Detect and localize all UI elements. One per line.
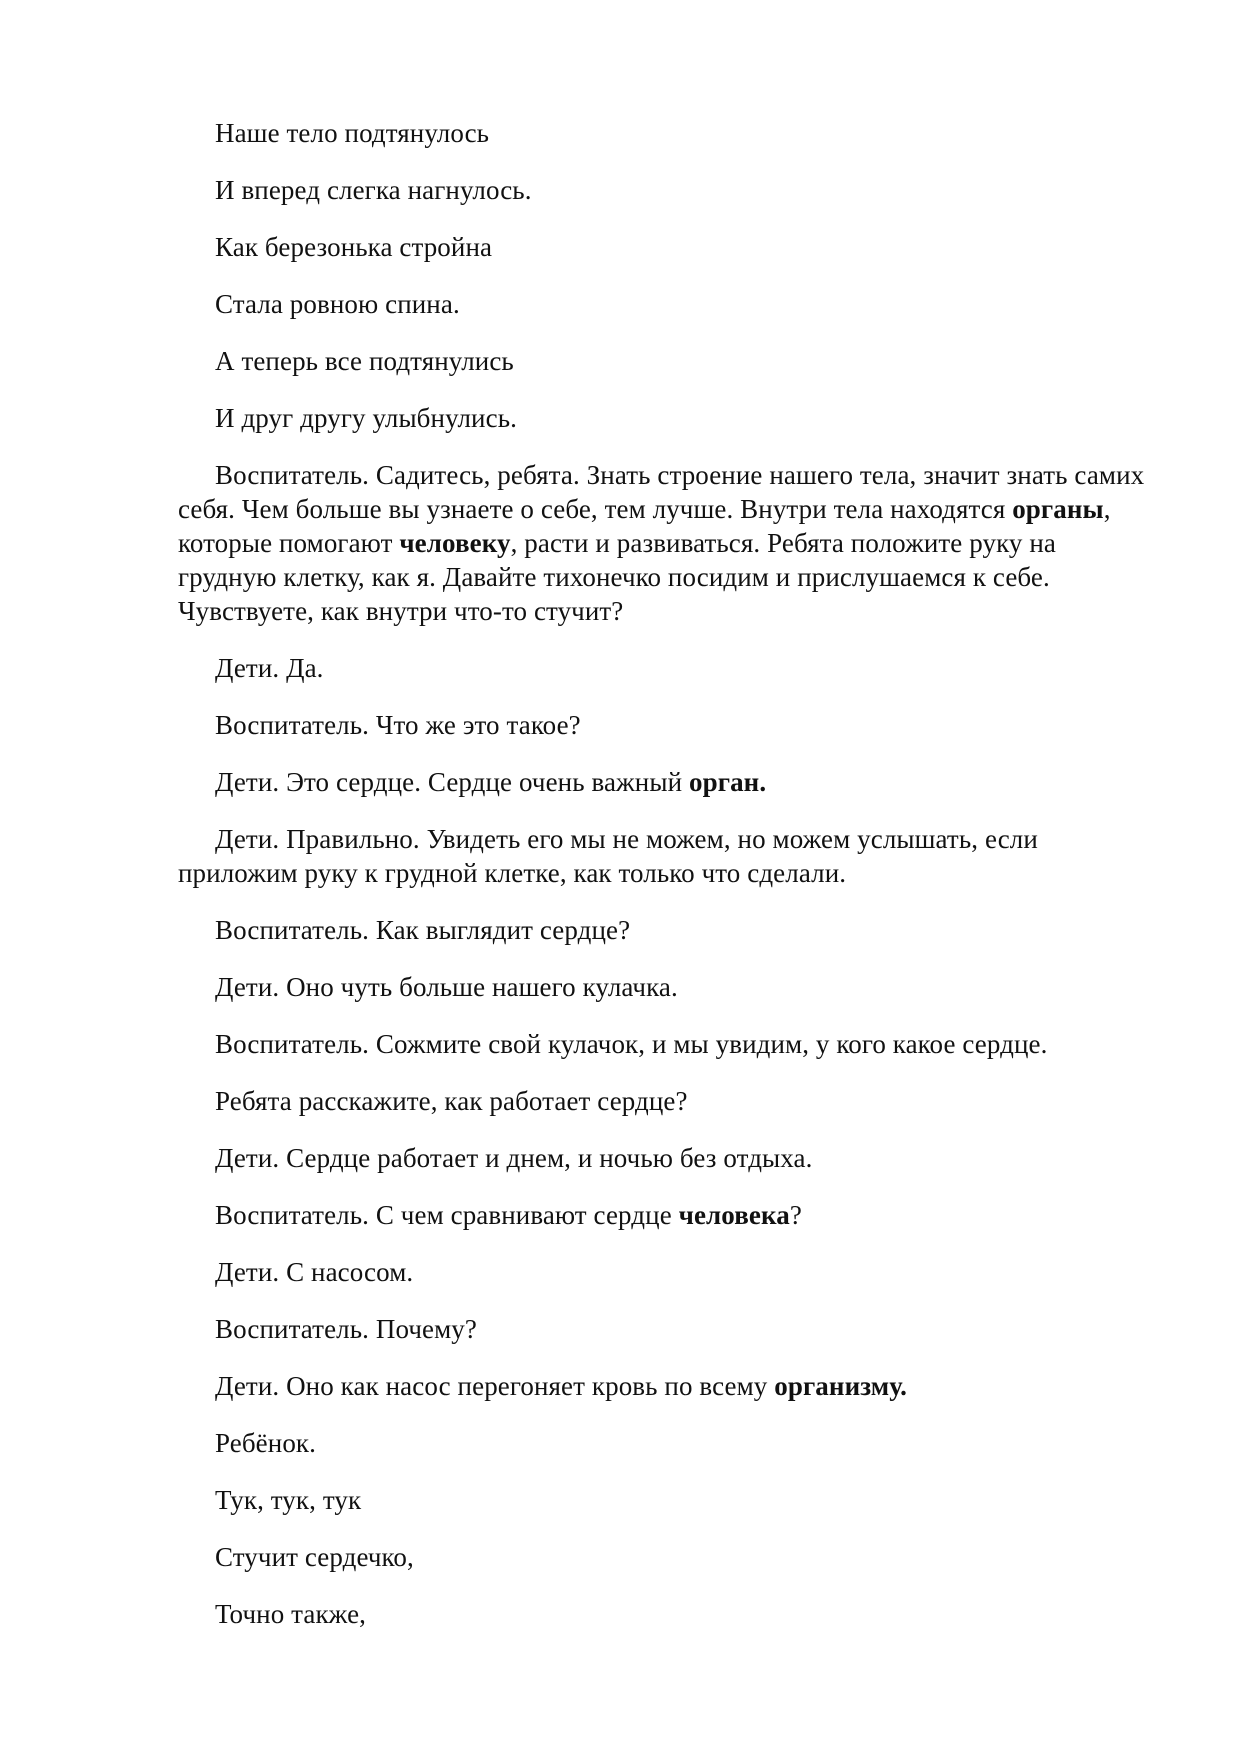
- document-body: [178, 116, 1154, 1654]
- text-run: ?: [789, 1200, 802, 1230]
- text-run: Как березонька стройна: [215, 232, 493, 262]
- text-run: Дети. С насосом.: [215, 1257, 414, 1287]
- text-run: Дети. Правильно. Увидеть его мы не можем, но можем услышать, если приложим руку к грудной клетке, как только что сделали.: [178, 824, 1038, 888]
- text-run: Стала ровною спина.: [215, 289, 460, 319]
- paragraph: [178, 1198, 1154, 1232]
- paragraph: [178, 1540, 1154, 1574]
- paragraph: [178, 651, 1154, 685]
- text-run: Воспитатель. Садитесь, ребята. Знать строение нашего тела, значит знать самих себя. Чем больше вы узнаете о себе, тем лучше. Внутри тела находятся: [178, 460, 1145, 524]
- paragraph: [178, 970, 1154, 1004]
- paragraph: [178, 1027, 1154, 1061]
- text-run: Дети. Да.: [215, 653, 324, 683]
- text-run: Дети. Оно чуть больше нашего кулачка.: [215, 972, 678, 1002]
- text-run: А теперь все подтянулись: [215, 346, 514, 376]
- paragraph: [178, 708, 1154, 742]
- paragraph: [178, 1084, 1154, 1118]
- text-run: Воспитатель. Что же это такое?: [215, 710, 581, 740]
- paragraph: [178, 1369, 1154, 1403]
- paragraph: [178, 230, 1154, 264]
- bold-text-run: человеку: [399, 528, 511, 558]
- paragraph: [178, 173, 1154, 207]
- bold-text-run: органы: [1012, 494, 1104, 524]
- paragraph: [178, 1255, 1154, 1289]
- paragraph: [178, 765, 1154, 799]
- paragraph: [178, 1312, 1154, 1346]
- text-run: И друг другу улыбнулись.: [215, 403, 517, 433]
- paragraph: [178, 401, 1154, 435]
- bold-text-run: человека: [678, 1200, 790, 1230]
- paragraph: [178, 344, 1154, 378]
- bold-text-run: организму.: [774, 1371, 908, 1401]
- paragraph: [178, 822, 1154, 890]
- text-run: Воспитатель. Сожмите свой кулачок, и мы увидим, у кого какое сердце.: [215, 1029, 1048, 1059]
- text-run: И вперед слегка нагнулось.: [215, 175, 532, 205]
- text-run: Воспитатель. Почему?: [215, 1314, 477, 1344]
- text-run: Воспитатель. С чем сравнивают сердце: [215, 1200, 679, 1230]
- text-run: Точно также,: [215, 1599, 367, 1629]
- text-run: Тук, тук, тук: [215, 1485, 362, 1515]
- paragraph: [178, 1483, 1154, 1517]
- paragraph: [178, 1141, 1154, 1175]
- text-run: Стучит сердечко,: [215, 1542, 414, 1572]
- text-run: Ребята расскажите, как работает сердце?: [215, 1086, 688, 1116]
- text-run: Дети. Сердце работает и днем, и ночью без отдыха.: [215, 1143, 813, 1173]
- paragraph: [178, 1426, 1154, 1460]
- paragraph: [178, 116, 1154, 150]
- text-run: Воспитатель. Как выглядит сердце?: [215, 915, 631, 945]
- text-run: Ребёнок.: [215, 1428, 316, 1458]
- bold-text-run: орган.: [689, 767, 767, 797]
- paragraph: [178, 1597, 1154, 1631]
- text-run: Дети. Это сердце. Сердце очень важный: [215, 767, 689, 797]
- text-run: Дети. Оно как насос перегоняет кровь по всему: [215, 1371, 775, 1401]
- paragraph: [178, 913, 1154, 947]
- paragraph: [178, 287, 1154, 321]
- text-run: , которые помогают: [178, 494, 1111, 558]
- text-run: Наше тело подтянулось: [215, 118, 490, 148]
- paragraph: [178, 458, 1154, 628]
- text-run: , расти и развиваться. Ребята положите руку на грудную клетку, как я. Давайте тихонечко посидим и прислушаемся к себе. Чувствуете, как внутри что-то стучит?: [178, 528, 1056, 626]
